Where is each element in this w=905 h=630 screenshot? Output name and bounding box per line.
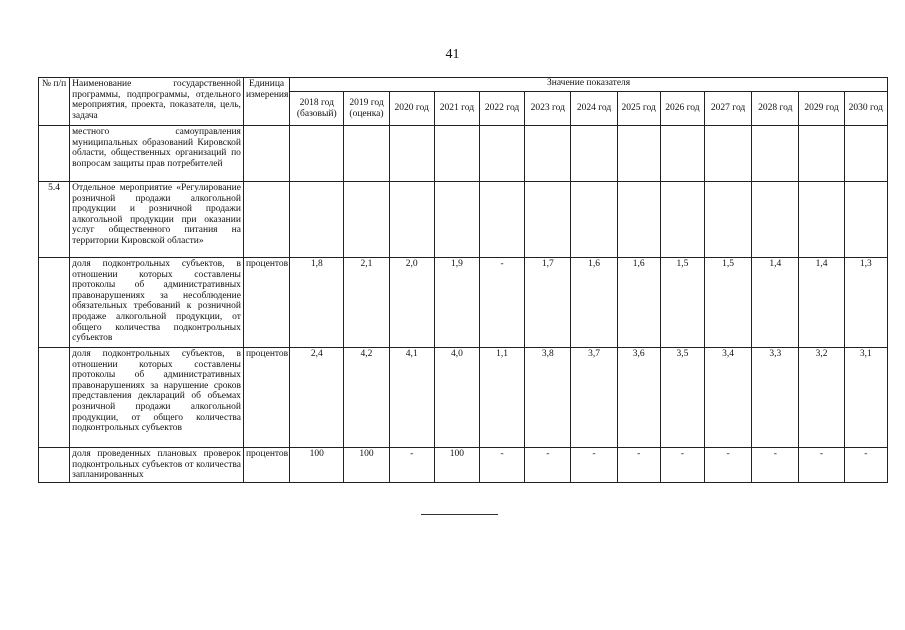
row-value: 1,8: [290, 258, 344, 348]
row-value: 100: [344, 448, 389, 483]
row-value: [705, 126, 752, 182]
table-row: [39, 348, 888, 448]
row-name: доля проведенных плановых проверок подконтрольных субъектов от количества запланированных: [70, 448, 244, 483]
row-value: 1,1: [480, 348, 525, 448]
row-number: [39, 448, 70, 483]
row-number: [39, 258, 70, 348]
row-value: 1,4: [752, 258, 799, 348]
header-year: 2025 год: [617, 92, 660, 126]
row-value: 4,1: [389, 348, 434, 448]
row-value: 3,4: [705, 348, 752, 448]
row-value: [571, 126, 617, 182]
row-value: [389, 182, 434, 258]
row-number: [39, 126, 70, 182]
row-value: [617, 182, 660, 258]
row-value: [660, 126, 704, 182]
row-value: 2,1: [344, 258, 389, 348]
row-value: -: [799, 448, 844, 483]
row-unit: [243, 182, 289, 258]
row-value: [799, 126, 844, 182]
row-value: [705, 182, 752, 258]
row-name: доля подконтрольных субъектов, в отношении которых составлены протоколы об административных правонарушениях за несоблюдение обязательных требований к розничной продаже алкогольной продукции, от общего количества подконтрольных субъектов: [70, 258, 244, 348]
bottom-rule: [421, 514, 498, 515]
row-value: -: [617, 448, 660, 483]
row-value: [752, 182, 799, 258]
row-value: 1,7: [525, 258, 571, 348]
row-unit: [243, 126, 289, 182]
row-number: [39, 348, 70, 448]
row-value: [434, 126, 479, 182]
header-year: 2029 год: [799, 92, 844, 126]
row-value: [844, 182, 887, 258]
row-value: 1,5: [660, 258, 704, 348]
row-value: 1,5: [705, 258, 752, 348]
header-unit: Единица измерения: [243, 78, 289, 126]
header-year: 2018 год (базовый): [290, 92, 344, 126]
row-value: 2,4: [290, 348, 344, 448]
header-year: 2023 год: [525, 92, 571, 126]
row-value: -: [752, 448, 799, 483]
row-value: [480, 182, 525, 258]
header-name: Наименование государственной программы, подпрограммы, отдельного мероприятия, проекта, показателя, цель, задача: [70, 78, 244, 126]
header-year: 2030 год: [844, 92, 887, 126]
row-value: [389, 126, 434, 182]
row-value: -: [844, 448, 887, 483]
header-value-group: Значение показателя: [290, 78, 888, 92]
row-value: [844, 126, 887, 182]
header-year: 2022 год: [480, 92, 525, 126]
row-value: 2,0: [389, 258, 434, 348]
row-value: [290, 126, 344, 182]
row-unit: процентов: [243, 258, 289, 348]
row-value: [344, 182, 389, 258]
row-value: 3,8: [525, 348, 571, 448]
row-value: 3,5: [660, 348, 704, 448]
header-year: 2019 год (оценка): [344, 92, 389, 126]
row-value: [290, 182, 344, 258]
row-value: [434, 182, 479, 258]
header-year: 2020 год: [389, 92, 434, 126]
row-value: [752, 126, 799, 182]
row-value: -: [660, 448, 704, 483]
row-value: 100: [434, 448, 479, 483]
row-name: Отдельное мероприятие «Регулирование розничной продажи алкогольной продукции и розничной продажи алкогольной продукции при оказании услуг общественного питания на территории Кировской области»: [70, 182, 244, 258]
row-value: [525, 182, 571, 258]
row-value: [617, 126, 660, 182]
row-value: -: [480, 448, 525, 483]
row-value: [480, 126, 525, 182]
row-value: -: [525, 448, 571, 483]
row-value: -: [480, 258, 525, 348]
row-value: 1,6: [617, 258, 660, 348]
row-value: 100: [290, 448, 344, 483]
row-value: [799, 182, 844, 258]
table-row: [39, 258, 888, 348]
header-year: 2027 год: [705, 92, 752, 126]
header-num: № п/п: [39, 78, 70, 126]
header-year: 2028 год: [752, 92, 799, 126]
row-value: [660, 182, 704, 258]
header-year: 2026 год: [660, 92, 704, 126]
row-value: 1,4: [799, 258, 844, 348]
row-value: 4,0: [434, 348, 479, 448]
page-number: 41: [445, 47, 460, 62]
header-year: 2024 год: [571, 92, 617, 126]
table-row: [39, 448, 888, 483]
table-body: [39, 126, 888, 483]
row-value: 1,3: [844, 258, 887, 348]
row-name: доля подконтрольных субъектов, в отношении которых составлены протоколы об административных правонарушениях за нарушение сроков представления деклараций об объемах розничной продажи алкогольной продукции, от общего количества подконтрольных субъектов: [70, 348, 244, 448]
row-value: 4,2: [344, 348, 389, 448]
row-value: 3,7: [571, 348, 617, 448]
row-value: [344, 126, 389, 182]
indicator-table: [38, 77, 888, 483]
row-name: местного самоуправления муниципальных образований Кировской области, общественных организаций по вопросам защиты прав потребителей: [70, 126, 244, 182]
row-unit: процентов: [243, 448, 289, 483]
row-value: [525, 126, 571, 182]
table-header: [39, 78, 888, 126]
row-value: -: [389, 448, 434, 483]
row-value: 3,3: [752, 348, 799, 448]
row-value: 1,9: [434, 258, 479, 348]
row-value: 3,6: [617, 348, 660, 448]
row-value: 3,2: [799, 348, 844, 448]
header-year: 2021 год: [434, 92, 479, 126]
row-value: 3,1: [844, 348, 887, 448]
row-unit: процентов: [243, 348, 289, 448]
row-value: 1,6: [571, 258, 617, 348]
table-row: [39, 126, 888, 182]
table-row: [39, 182, 888, 258]
row-number: 5.4: [39, 182, 70, 258]
row-value: -: [571, 448, 617, 483]
row-value: [571, 182, 617, 258]
row-value: -: [705, 448, 752, 483]
